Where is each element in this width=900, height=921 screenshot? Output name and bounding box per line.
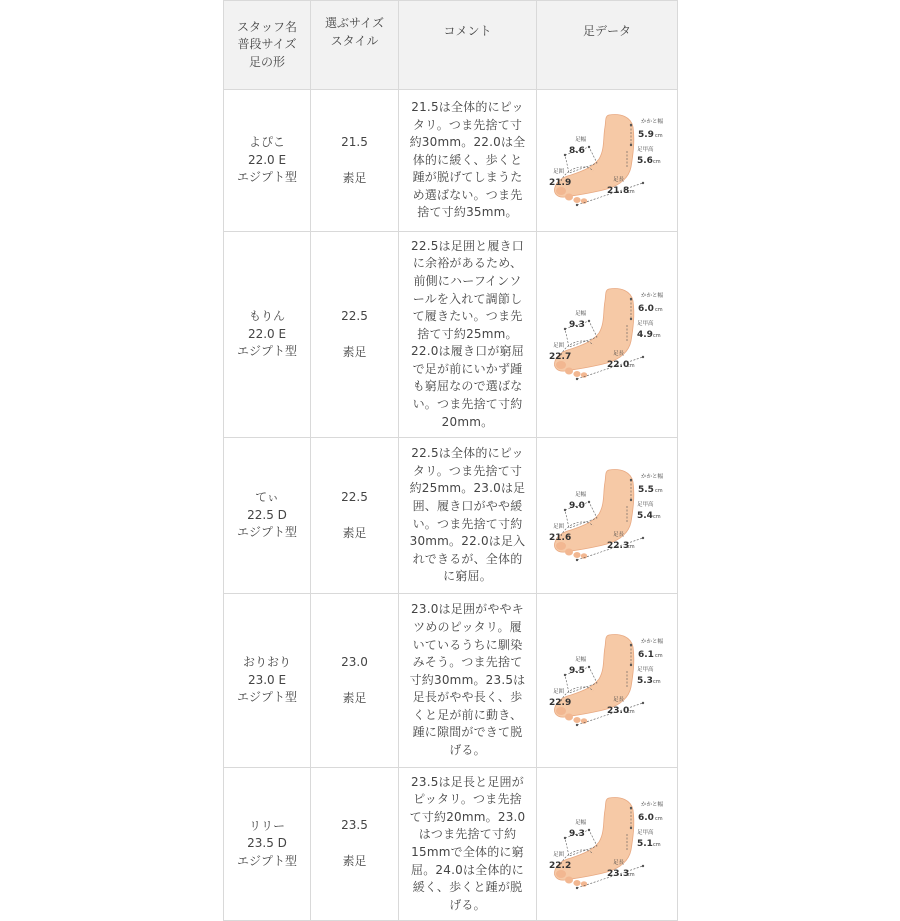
toe-icon (573, 552, 580, 558)
unit-label: cm (627, 872, 635, 878)
chosen-size: 22.5 (341, 308, 368, 323)
style-label: 素足 (342, 854, 367, 868)
girth-label: 足囲 (553, 342, 565, 349)
foot-shape: エジプト型 (236, 690, 297, 705)
table-header-row (224, 1, 678, 90)
length-value: 22.3 (607, 540, 630, 551)
foot-diagram (547, 111, 667, 211)
unit-label: cm (627, 543, 635, 550)
instep-value: 5.4 (637, 510, 653, 521)
style-label: 素足 (342, 690, 367, 705)
size-comparison-table (223, 0, 678, 921)
toe-icon (556, 361, 566, 369)
staff-name: リリー (248, 818, 285, 833)
foot-data-cell (537, 232, 678, 438)
header-choice-line: 選ぶサイズ (324, 16, 385, 30)
ball-width-label: 足幅 (575, 491, 587, 498)
staff-name: てぃ (255, 490, 279, 505)
instep-label: 足甲高 (637, 501, 654, 508)
foot-shape: エジプト型 (236, 344, 297, 359)
toe-icon (556, 542, 566, 550)
ball-width-value: 9.5 (569, 665, 585, 676)
instep-value: 5.6 (637, 155, 653, 166)
staff-name: おりおり (242, 655, 291, 670)
length-label: 足長 (613, 350, 625, 357)
unit-label: cm (655, 132, 663, 139)
comment-text: 22.5は全体的にピッ タリ。つま先捨て寸 約25mm。23.0は足 囲、履き口がやや緩 い。つま先捨て寸約 30mm。22.0は足入 れできるが、全体的 に窮屈。 (409, 446, 526, 584)
ball-width-label: 足幅 (575, 820, 587, 826)
style-label: 素足 (342, 344, 367, 359)
chosen-size: 21.5 (341, 134, 368, 149)
girth-value: 21.9 (549, 177, 572, 188)
staff-cell (224, 768, 311, 921)
heel-label: かかと幅 (641, 638, 664, 645)
table-row (224, 232, 678, 438)
heel-value: 6.0 (638, 813, 654, 823)
toe-icon (565, 367, 573, 374)
table-row (224, 438, 678, 594)
girth-value: 22.7 (549, 351, 572, 362)
usual-size: 23.0 E (247, 672, 287, 687)
foot-data-cell (537, 594, 678, 768)
chosen-size: 22.5 (341, 489, 368, 504)
length-value: 21.8 (607, 185, 630, 196)
girth-label: 足囲 (553, 168, 565, 175)
choice-cell (311, 232, 399, 438)
choice-cell (311, 90, 399, 232)
instep-value: 5.3 (637, 675, 653, 686)
toe-icon (565, 193, 573, 200)
foot-diagram (547, 794, 667, 894)
toe-icon (565, 877, 573, 884)
girth-value: 22.2 (549, 861, 572, 871)
comment-cell (399, 232, 537, 438)
unit-label: cm (653, 678, 661, 685)
header-staff-line: 普段サイズ (237, 37, 297, 52)
heel-label: かかと幅 (641, 118, 664, 125)
style-label: 素足 (342, 525, 367, 540)
heel-value: 5.5 (638, 484, 654, 495)
header-staff (224, 1, 311, 90)
header-foot-data: 足データ (537, 1, 678, 90)
staff-cell (224, 594, 311, 768)
girth-label: 足囲 (553, 852, 565, 858)
staff-name: よぴこ (248, 135, 285, 150)
length-label: 足長 (613, 696, 625, 703)
ball-width-value: 8.6 (569, 145, 585, 156)
comment-text: 22.5は足囲と履き口 に余裕があるため、 前側にハーフインソ ールを入れて調節し て履きたい。つま先 捨て寸約25mm。 22.0は履き口が窮屈 で足が前にいかず踵 も窮屈なので選ばな い。つま先捨て寸約 20mm。 (411, 238, 524, 429)
toe-icon (556, 707, 566, 715)
unit-label: cm (627, 708, 635, 715)
style-label: 素足 (342, 170, 367, 185)
usual-size: 22.0 E (247, 152, 287, 167)
toe-icon (556, 187, 566, 195)
header-comment: コメント (399, 1, 537, 90)
foot-shape: エジプト型 (236, 170, 297, 185)
staff-cell (224, 232, 311, 438)
length-label: 足長 (613, 531, 625, 538)
usual-size: 22.5 D (247, 507, 287, 522)
usual-size: 23.5 D (247, 836, 287, 851)
header-staff-line: 足の形 (248, 54, 285, 69)
choice-cell (311, 438, 399, 594)
foot-shape: エジプト型 (236, 525, 297, 540)
choice-cell (311, 768, 399, 921)
comment-text: 23.0は足囲がややキ ツめのピッタリ。履 いているうちに馴染 みそう。つま先捨て 寸約30mm。23.5は 足長がやや長く、歩 くと足が前に動き、 踵に隙間ができて脱 げる。 (409, 602, 526, 758)
ball-width-label: 足幅 (575, 310, 587, 317)
staff-cell (224, 438, 311, 594)
length-value: 23.3 (607, 869, 630, 879)
toe-icon (565, 548, 573, 555)
girth-label: 足囲 (553, 688, 565, 695)
unit-label: cm (655, 306, 663, 313)
comment-cell (399, 438, 537, 594)
comment-text: 23.5は足長と足囲が ピッタリ。つま先捨 て寸約20mm。23.0 はつま先捨て寸約 15mmで全体的に窮 屈。24.0は全体的に 緩く、歩くと踵が脱 げる。 (409, 774, 526, 912)
foot-data-cell (537, 768, 678, 921)
ball-width-label: 足幅 (575, 656, 587, 663)
length-label: 足長 (613, 860, 625, 866)
toe-icon (573, 197, 580, 203)
ball-width-value: 9.0 (569, 500, 585, 511)
instep-label: 足甲高 (637, 666, 654, 673)
comment-text: 21.5は全体的にピッ タリ。つま先捨て寸 約30mm。22.0は全 体的に緩く、歩くと 踵が脱げてしまうた め選ばない。つま先 捨て寸約35mm。 (409, 99, 526, 220)
girth-value: 21.6 (549, 532, 572, 543)
table-row (224, 594, 678, 768)
toe-icon (573, 371, 580, 377)
staff-name: もりん (248, 309, 285, 324)
toe-icon (573, 880, 580, 886)
unit-label: cm (627, 188, 635, 195)
heel-label: かかと幅 (641, 292, 664, 299)
chosen-size: 23.5 (341, 818, 368, 833)
table-row (224, 768, 678, 921)
length-value: 22.0 (607, 359, 630, 370)
instep-label: 足甲高 (637, 146, 654, 153)
unit-label: cm (655, 652, 663, 659)
toe-icon (565, 713, 573, 720)
usual-size: 22.0 E (247, 326, 287, 341)
header-choice-line: スタイル (330, 33, 379, 48)
foot-diagram (547, 466, 667, 566)
foot-data-cell (537, 90, 678, 232)
girth-value: 22.9 (549, 697, 572, 708)
ball-width-label: 足幅 (575, 136, 587, 143)
header-staff-line: スタッフ名 (236, 19, 297, 34)
staff-cell (224, 90, 311, 232)
ball-width-value: 9.3 (569, 319, 585, 330)
heel-value: 6.0 (638, 303, 654, 314)
length-value: 23.0 (607, 705, 630, 716)
unit-label: cm (655, 816, 663, 822)
comment-cell (399, 768, 537, 921)
length-label: 足長 (613, 176, 625, 183)
comment-cell (399, 90, 537, 232)
toe-icon (556, 870, 566, 878)
unit-label: cm (653, 513, 661, 520)
foot-diagram (547, 631, 667, 731)
ball-width-value: 9.3 (569, 829, 585, 839)
toe-icon (573, 717, 580, 723)
header-choice (311, 1, 399, 90)
heel-value: 5.9 (638, 129, 654, 140)
foot-diagram (547, 285, 667, 385)
unit-label: cm (627, 362, 635, 369)
instep-label: 足甲高 (637, 320, 654, 327)
unit-label: cm (653, 332, 661, 339)
unit-label: cm (653, 158, 661, 165)
instep-label: 足甲高 (637, 830, 654, 836)
girth-label: 足囲 (553, 523, 565, 530)
heel-label: かかと幅 (641, 802, 664, 808)
heel-label: かかと幅 (641, 473, 664, 480)
chosen-size: 23.0 (341, 654, 368, 669)
heel-value: 6.1 (638, 649, 654, 660)
table-row (224, 90, 678, 232)
foot-shape: エジプト型 (236, 853, 297, 868)
foot-data-cell (537, 438, 678, 594)
choice-cell (311, 594, 399, 768)
instep-value: 4.9 (637, 329, 653, 340)
instep-value: 5.1 (637, 839, 653, 849)
unit-label: cm (655, 487, 663, 494)
comment-cell (399, 594, 537, 768)
unit-label: cm (653, 842, 661, 848)
